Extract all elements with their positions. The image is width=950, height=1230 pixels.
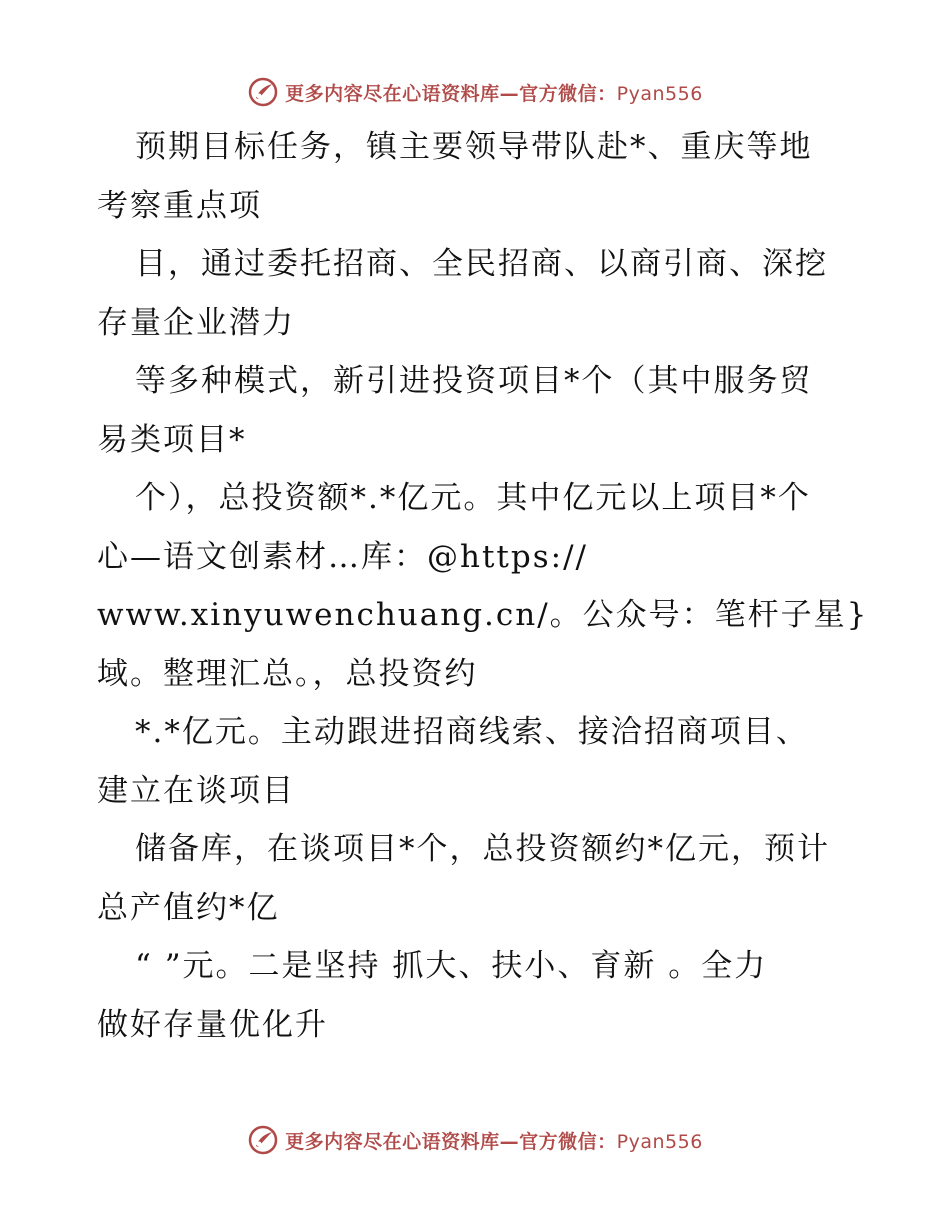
header-watermark — [0, 72, 950, 112]
wechat-id: Pyan556 — [616, 1130, 703, 1153]
footer-watermark — [0, 1120, 950, 1160]
document-body — [97, 118, 869, 1054]
text-line: 等多种模式，新引进投资项目*个（其中服务贸 — [135, 363, 813, 399]
text-line: 做好存量优化升 — [97, 1006, 328, 1043]
text-line: 存量企业潜力 — [97, 304, 295, 341]
banner-text: 更多内容尽在心语资料库—官方微信：Pyan556 — [285, 82, 703, 105]
brush-logo-icon — [247, 1124, 279, 1156]
text-line: 域。整理汇总。，总投资约 — [97, 655, 478, 692]
text-line: www.xinyuwenchuang.cn/。公众号：笔杆子星} — [97, 597, 869, 633]
text-line: *.*亿元。主动跟进招商线索、接洽招商项目、 — [135, 714, 809, 750]
text-line: 预期目标任务，镇主要领导带队赴*、重庆等地 — [135, 129, 813, 165]
brush-logo-icon — [247, 76, 279, 108]
text-line: 考察重点项 — [97, 187, 262, 224]
text-line: 个），总投资额*.*亿元。其中亿元以上项目*个 — [135, 480, 811, 516]
text-line: 总产值约*亿 — [97, 889, 280, 926]
text-line: 储备库，在谈项目*个，总投资额约*亿元，预计 — [135, 831, 830, 867]
text-line: 易类项目* — [97, 421, 247, 458]
text-line: 建立在谈项目 — [97, 772, 295, 809]
text-line: “ ”元。二是坚持 抓大、扶小、育新 。全力 — [135, 948, 768, 984]
text-line: 目，通过委托招商、全民招商、以商引商、深挖 — [135, 246, 828, 282]
text-line: 心—语文创素材…库：@https:// — [97, 538, 588, 575]
wechat-id: Pyan556 — [616, 82, 703, 105]
banner-text: 更多内容尽在心语资料库—官方微信：Pyan556 — [285, 1130, 703, 1153]
